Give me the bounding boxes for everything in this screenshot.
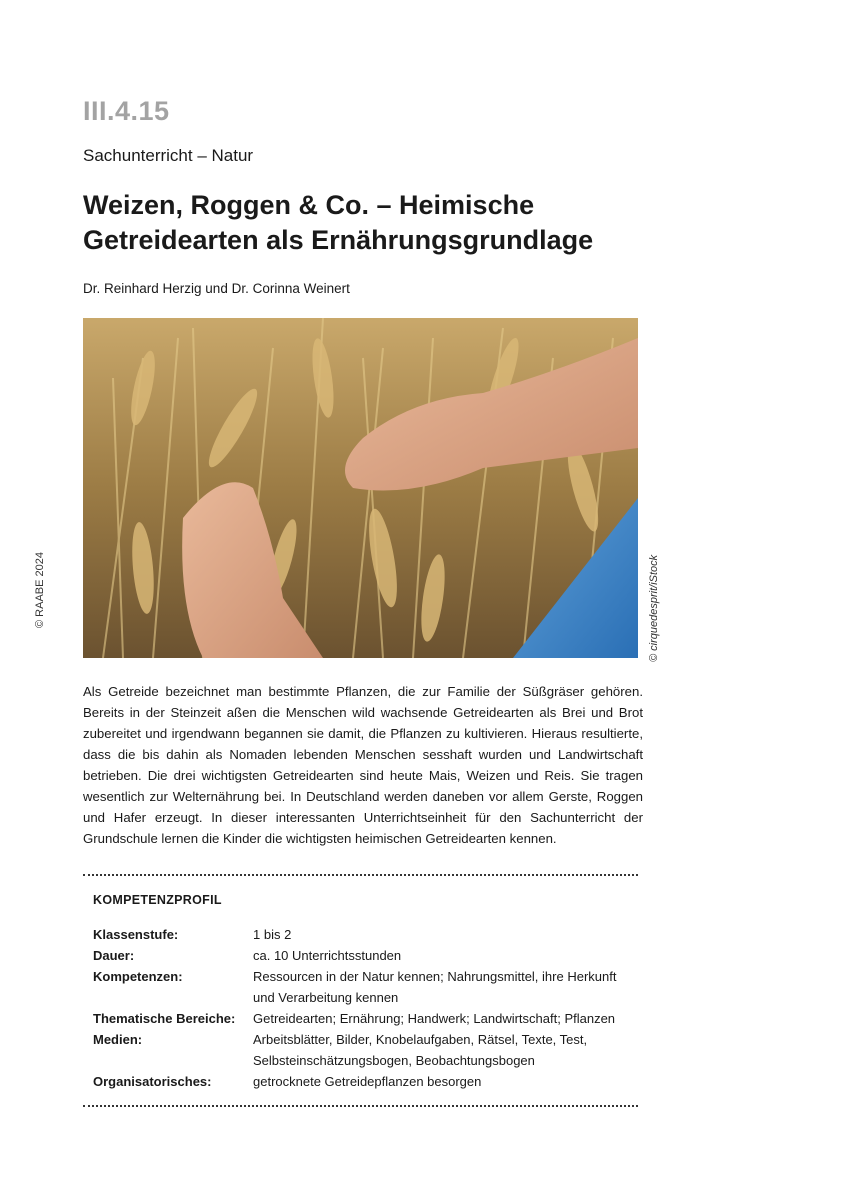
profile-label: Kompetenzen:	[93, 969, 183, 984]
profile-label: Organisatorisches:	[93, 1074, 212, 1089]
profile-value: Getreidearten; Ernährung; Handwerk; Landwirtschaft; Pflanzen	[253, 1011, 616, 1026]
profile-row	[93, 945, 633, 966]
profile-value: 1 bis 2	[253, 927, 292, 942]
profile-label: Klassenstufe:	[93, 927, 179, 942]
intro-paragraph: Als Getreide bezeichnet man bestimmte Pflanzen, die zur Familie der Süßgräser gehören. Bereits in der Steinzeit aßen die Menschen wild wachsende Getreidearten als Brei und Brot zubereitet und irgendwann begannen sie damit, die Pflanzen zu kultivieren. Hieraus resultierte, dass die bis dahin als Nomaden lebenden Menschen sesshaft wurden und Landwirtschaft betrieben. Die drei wichtigsten Getreidearten sind heute Mais, Weizen und Reis. Sie tragen wesentlich zur Welternährung bei. In Deutschland werden daneben vor allem Gerste, Roggen und Hafer erzeugt. In dieser interessanten Unterrichtseinheit für den Sachunterricht der Grundschule lernen die Kinder die wichtigsten heimischen Getreidearten kennen.	[83, 684, 643, 846]
profile-row	[93, 1029, 633, 1071]
page-title: Weizen, Roggen & Co. – Heimische Getreidearten als Ernährungsgrundlage	[83, 190, 594, 255]
profile-label: Dauer:	[93, 948, 135, 963]
profile-row	[93, 966, 633, 1008]
profile-row	[93, 924, 633, 945]
profile-heading: KOMPETENZPROFIL	[93, 893, 222, 907]
profile-value: Arbeitsblätter, Bilder, Knobelaufgaben, Rätsel, Texte, Test, Selbsteinschätzungsbogen, Beobachtungsbogen	[253, 1032, 588, 1068]
wheat-field-photo	[83, 318, 638, 658]
unit-code: III.4.15	[83, 96, 170, 126]
top-divider	[83, 874, 638, 876]
profile-label: Medien:	[93, 1032, 143, 1047]
competence-profile	[93, 893, 633, 1092]
bottom-divider	[83, 1105, 638, 1107]
profile-row	[93, 1008, 633, 1029]
subject-line: Sachunterricht – Natur	[83, 146, 254, 165]
profile-value: ca. 10 Unterrichtsstunden	[253, 948, 402, 963]
profile-row	[93, 1071, 633, 1092]
photo-credit: © cirquedesprit/iStock	[648, 554, 660, 662]
authors: Dr. Reinhard Herzig und Dr. Corinna Weinert	[83, 281, 350, 296]
copyright-notice: © RAABE 2024	[34, 552, 46, 628]
profile-value: getrocknete Getreidepflanzen besorgen	[253, 1074, 482, 1089]
profile-label: Thematische Bereiche:	[93, 1011, 236, 1026]
profile-value: Ressourcen in der Natur kennen; Nahrungsmittel, ihre Herkunft und Verarbeitung kennen	[253, 969, 617, 1005]
